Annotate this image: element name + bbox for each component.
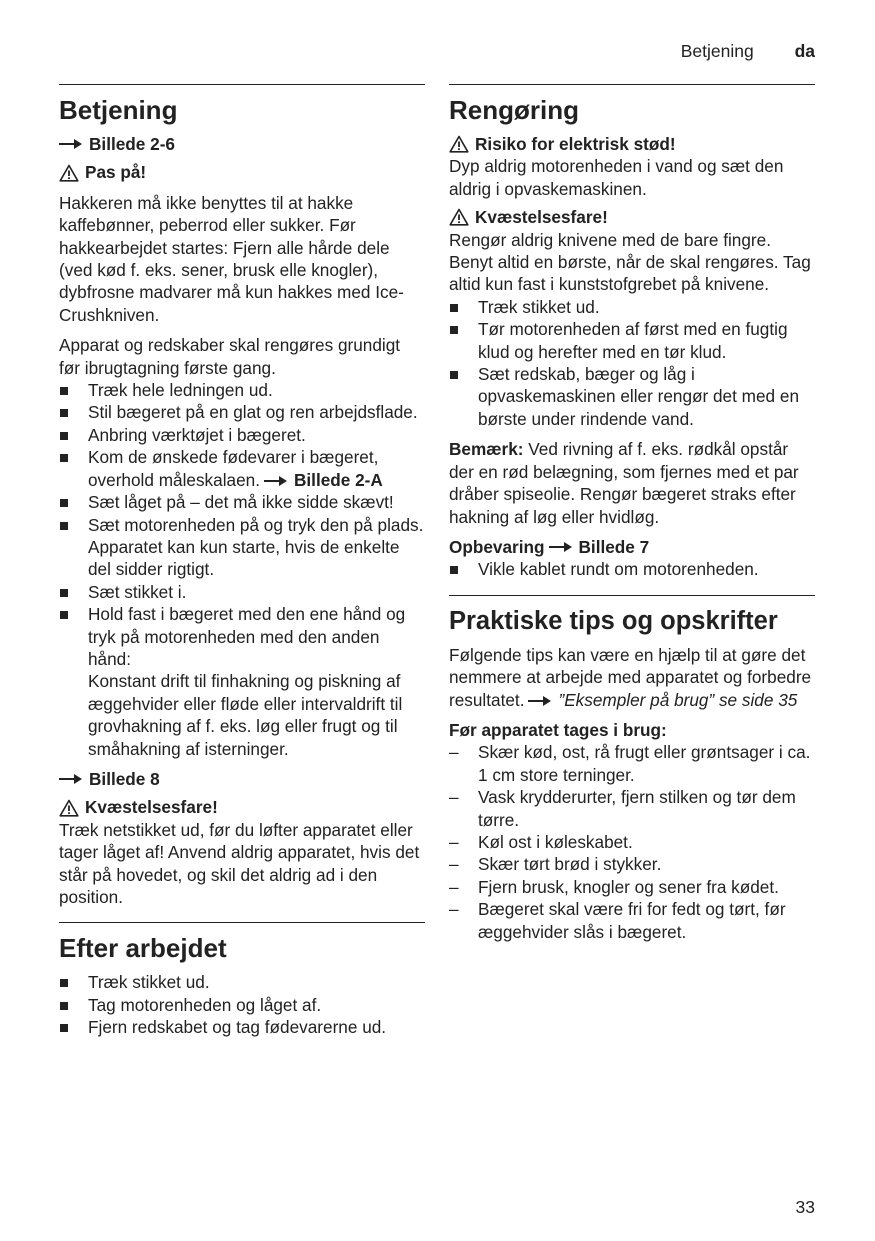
injury-warning-heading <box>59 796 425 818</box>
list-item: Stil bægeret på en glat og ren arbejdsflade. <box>59 401 425 423</box>
section-rule <box>449 84 815 85</box>
list-item: – Skær tørt brød i stykker. <box>449 853 815 875</box>
list-item: Anbring værktøjet i bægeret. <box>59 424 425 446</box>
list-item: Fjern redskabet og tag fødevarerne ud. <box>59 1016 425 1038</box>
warning-triangle-icon <box>449 208 469 226</box>
intro-text: Apparat og redskaber skal rengøres grundigt før ibrugtagning første gang. <box>59 335 401 378</box>
figure-reference-label: Billede 2-A <box>293 469 383 490</box>
injury-warning-heading <box>449 206 815 228</box>
tips-reference: ”Eksempler på brug” se side 35 <box>558 689 798 710</box>
cleaning-steps <box>449 296 815 430</box>
list-item: Træk stikket ud. <box>59 971 425 993</box>
list-item: Sæt stikket i. <box>59 581 425 603</box>
list-item: Sæt motorenheden på og tryk den på plads. Apparatet kan kun starte, hvis de enkelte del sidder rigtigt. <box>59 514 425 581</box>
figure-reference <box>59 133 425 155</box>
arrow-right-icon <box>549 541 573 553</box>
section-title-efter-arbejdet: Efter arbejdet <box>59 933 227 964</box>
list-item-text: Kom de ønskede fødevarer i bægeret, overhold måleskalaen. <box>88 447 379 490</box>
injury-warning-text: Rengør aldrig knivene med de bare fingre. Benyt altid en børste, når de skal rengøres. Tag altid kun fast i kunststofgrebet på knivene. <box>449 229 811 295</box>
list-item: Tag motorenheden og låget af. <box>59 994 425 1016</box>
left-column <box>59 84 425 1039</box>
arrow-right-icon <box>59 773 83 785</box>
storage-label: Opbevaring <box>449 536 545 557</box>
injury-warning-text: Træk netstikket ud, før du løfter apparatet eller tager låget af! Anvend aldrig apparatet, hvis det står på hovedet, og skil det aldrig ad i den position. <box>59 819 420 907</box>
note-paragraph <box>449 438 815 528</box>
storage-heading <box>449 536 815 558</box>
header-language-code: da <box>794 41 815 61</box>
storage-list <box>449 558 815 580</box>
warning-triangle-icon <box>59 799 79 817</box>
list-item: Vikle kablet rundt om motorenheden. <box>449 558 815 580</box>
list-item: – Skær kød, ost, rå frugt eller grøntsager i ca. 1 cm store terninger. <box>449 741 815 786</box>
caution-heading <box>59 161 425 183</box>
page-number: 33 <box>795 1197 815 1217</box>
after-work-list <box>59 971 425 1038</box>
caution-label: Pas på! <box>85 162 147 183</box>
section-title-betjening: Betjening <box>59 95 178 125</box>
tips-text: Følgende tips kan være en hjælp til at gøre det nemmere at arbejde med apparatet og forbedre resultatet. <box>449 644 812 710</box>
injury-warning-label: Kvæstelsesfare! <box>475 207 608 228</box>
list-item: Tør motorenheden af først med en fugtig klud og herefter med en tør klud. <box>449 318 815 363</box>
list-item: – Fjern brusk, knogler og sener fra kødet. <box>449 876 815 898</box>
arrow-right-icon <box>59 138 83 150</box>
figure-reference-label: Billede 2-6 <box>89 134 175 154</box>
list-item: – Bægeret skal være fri for fedt og tørt, før æggehvider slås i bægeret. <box>449 898 815 943</box>
injury-warning-label: Kvæstelsesfare! <box>85 797 218 818</box>
shock-warning-text: Dyp aldrig motorenheden i vand og sæt den aldrig i opvaskemaskinen. <box>449 156 784 199</box>
list-item: Sæt redskab, bæger og låg i opvaskemaskinen eller rengør det med en børste under rindende vand. <box>449 363 815 430</box>
list-item: – Vask krydderurter, fjern stilken og tør dem tørre. <box>449 786 815 831</box>
note-text: Ved rivning af f. eks. rødkål opstår der en rød belægning, som fjernes med et par dråber spiseolie. Rengør bægeret straks efter hakning af løg eller hvidløg. <box>449 439 799 527</box>
shock-warning-heading <box>449 133 815 155</box>
section-rule <box>59 922 425 923</box>
list-item: Sæt låget på – det må ikke sidde skævt! <box>59 491 425 513</box>
warning-triangle-icon <box>59 164 79 182</box>
header-section-title: Betjening <box>680 41 754 61</box>
list-item-text: Hold fast i bægeret med den ene hånd og tryk på motorenheden med den anden hånd: <box>88 604 406 669</box>
note-label: Bemærk: <box>449 439 524 460</box>
prep-heading: Før apparatet tages i brug: <box>449 719 667 740</box>
figure-reference <box>59 768 425 790</box>
operation-steps <box>59 379 425 760</box>
list-item-detail: Konstant drift til finhakning og piskning af æggehvider eller fløde eller intervaldrift til grovhakning af f. eks. løg eller frugt og til småhakning af isterninger. <box>88 671 403 759</box>
caution-text: Hakkeren må ikke benyttes til at hakke kaffebønner, peberrod eller sukker. Før hakkearbejdet startes: Fjern alle hårde dele (ved kød f. eks. sener, brusk elle knogler), dybfrosne madvarer må kun hakkes med Ice-Crushkniven. <box>59 192 404 325</box>
section-rule <box>59 84 425 85</box>
page-header <box>681 40 815 62</box>
prep-list <box>449 741 815 943</box>
arrow-right-icon <box>264 475 288 487</box>
list-item: Træk hele ledningen ud. <box>59 379 425 401</box>
tips-paragraph <box>449 644 815 711</box>
figure-reference-label: Billede 8 <box>89 768 160 789</box>
section-title-rengoering: Rengøring <box>449 95 579 125</box>
list-item: – Køl ost i køleskabet. <box>449 831 815 853</box>
warning-triangle-icon <box>449 135 469 153</box>
section-title-praktiske-tips: Praktiske tips og opskrifter <box>449 606 778 635</box>
list-item <box>59 446 425 491</box>
list-item: Træk stikket ud. <box>449 296 815 318</box>
figure-reference-label: Billede 7 <box>578 536 650 557</box>
section-rule <box>449 595 815 596</box>
right-column <box>449 84 815 943</box>
arrow-right-icon <box>528 695 552 707</box>
shock-warning-label: Risiko for elektrisk stød! <box>475 134 676 154</box>
list-item <box>59 603 425 760</box>
